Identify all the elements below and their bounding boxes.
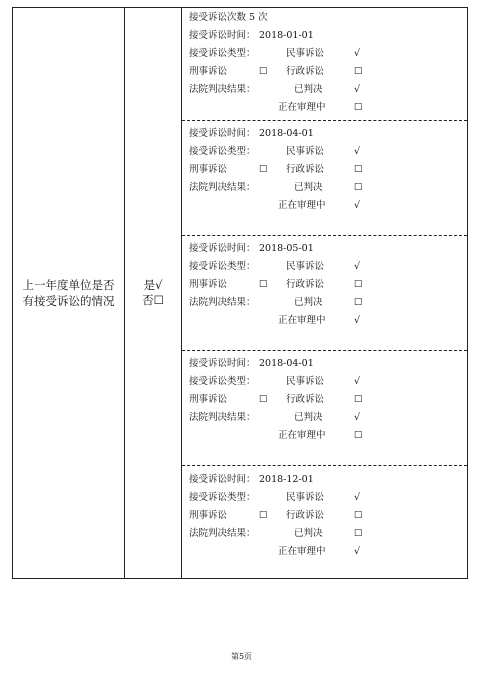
- civil-label: 民事诉讼: [286, 146, 325, 157]
- administrative-label: 行政诉讼: [286, 164, 325, 175]
- administrative-checkbox: ☐: [354, 510, 363, 521]
- pending-label: 正在审理中: [278, 200, 326, 211]
- pending-label: 正在审理中: [278, 546, 326, 557]
- administrative-label: 行政诉讼: [286, 394, 325, 405]
- pending-label: 正在审理中: [278, 102, 326, 113]
- civil-label: 民事诉讼: [286, 261, 325, 272]
- judged-checkbox: ☐: [354, 297, 363, 308]
- record-separator: [182, 235, 467, 236]
- criminal-label: 刑事诉讼: [189, 394, 228, 405]
- time-label: 接受诉讼时间：: [189, 358, 256, 369]
- result-label: 法院判决结果：: [189, 528, 256, 539]
- judged-label: 已判决: [294, 84, 323, 95]
- administrative-label: 行政诉讼: [286, 66, 325, 77]
- question-text: 上一年度单位是否有接受诉讼的情况: [22, 278, 115, 308]
- record-separator: [182, 465, 467, 466]
- criminal-checkbox: ☐: [259, 164, 268, 175]
- criminal-checkbox: ☐: [259, 66, 268, 77]
- judged-label: 已判决: [294, 528, 323, 539]
- criminal-checkbox: ☐: [259, 510, 268, 521]
- pending-label: 正在审理中: [278, 430, 326, 441]
- criminal-checkbox: ☐: [259, 279, 268, 290]
- administrative-label: 行政诉讼: [286, 510, 325, 521]
- pending-label: 正在审理中: [278, 315, 326, 326]
- civil-checkbox: √: [354, 146, 361, 157]
- judged-checkbox: ☐: [354, 528, 363, 539]
- administrative-checkbox: ☐: [354, 279, 363, 290]
- judged-label: 已判决: [294, 297, 323, 308]
- pending-checkbox: ☐: [354, 102, 363, 113]
- time-label: 接受诉讼时间：: [189, 30, 256, 41]
- count-line: 接受诉讼次数 5 次: [189, 12, 268, 23]
- record-separator: [182, 350, 467, 351]
- result-label: 法院判决结果：: [189, 182, 256, 193]
- civil-checkbox: √: [354, 492, 361, 503]
- time-value: 2018-05-01: [259, 243, 314, 254]
- time-value: 2018-01-01: [259, 30, 314, 41]
- administrative-label: 行政诉讼: [286, 279, 325, 290]
- administrative-checkbox: ☐: [354, 66, 363, 77]
- judged-label: 已判决: [294, 182, 323, 193]
- result-label: 法院判决结果：: [189, 412, 256, 423]
- pending-checkbox: √: [354, 546, 361, 557]
- litigation-table: [12, 7, 468, 579]
- answer-cell: [125, 8, 181, 578]
- records-column: [182, 8, 467, 578]
- answer-yes: 是√: [143, 278, 163, 292]
- judged-checkbox: √: [354, 412, 361, 423]
- page-number: 第5页: [230, 652, 253, 661]
- type-label: 接受诉讼类型：: [189, 48, 256, 59]
- type-label: 接受诉讼类型：: [189, 261, 256, 272]
- criminal-checkbox: ☐: [259, 394, 268, 405]
- time-label: 接受诉讼时间：: [189, 474, 256, 485]
- criminal-label: 刑事诉讼: [189, 510, 228, 521]
- question-label: [13, 8, 124, 578]
- result-label: 法院判决结果：: [189, 297, 256, 308]
- civil-label: 民事诉讼: [286, 376, 325, 387]
- civil-label: 民事诉讼: [286, 492, 325, 503]
- time-value: 2018-12-01: [259, 474, 314, 485]
- pending-checkbox: √: [354, 200, 361, 211]
- time-label: 接受诉讼时间：: [189, 128, 256, 139]
- civil-checkbox: √: [354, 261, 361, 272]
- record-separator: [182, 120, 467, 121]
- type-label: 接受诉讼类型：: [189, 492, 256, 503]
- judged-label: 已判决: [294, 412, 323, 423]
- criminal-label: 刑事诉讼: [189, 66, 228, 77]
- pending-checkbox: ☐: [354, 430, 363, 441]
- administrative-checkbox: ☐: [354, 164, 363, 175]
- result-label: 法院判决结果：: [189, 84, 256, 95]
- time-value: 2018-04-01: [259, 358, 314, 369]
- pending-checkbox: √: [354, 315, 361, 326]
- administrative-checkbox: ☐: [354, 394, 363, 405]
- type-label: 接受诉讼类型：: [189, 146, 256, 157]
- civil-label: 民事诉讼: [286, 48, 325, 59]
- civil-checkbox: √: [354, 376, 361, 387]
- type-label: 接受诉讼类型：: [189, 376, 256, 387]
- criminal-label: 刑事诉讼: [189, 164, 228, 175]
- answer-no: 否☐: [142, 293, 164, 307]
- time-label: 接受诉讼时间：: [189, 243, 256, 254]
- civil-checkbox: √: [354, 48, 361, 59]
- judged-checkbox: ☐: [354, 182, 363, 193]
- time-value: 2018-04-01: [259, 128, 314, 139]
- criminal-label: 刑事诉讼: [189, 279, 228, 290]
- judged-checkbox: √: [354, 84, 361, 95]
